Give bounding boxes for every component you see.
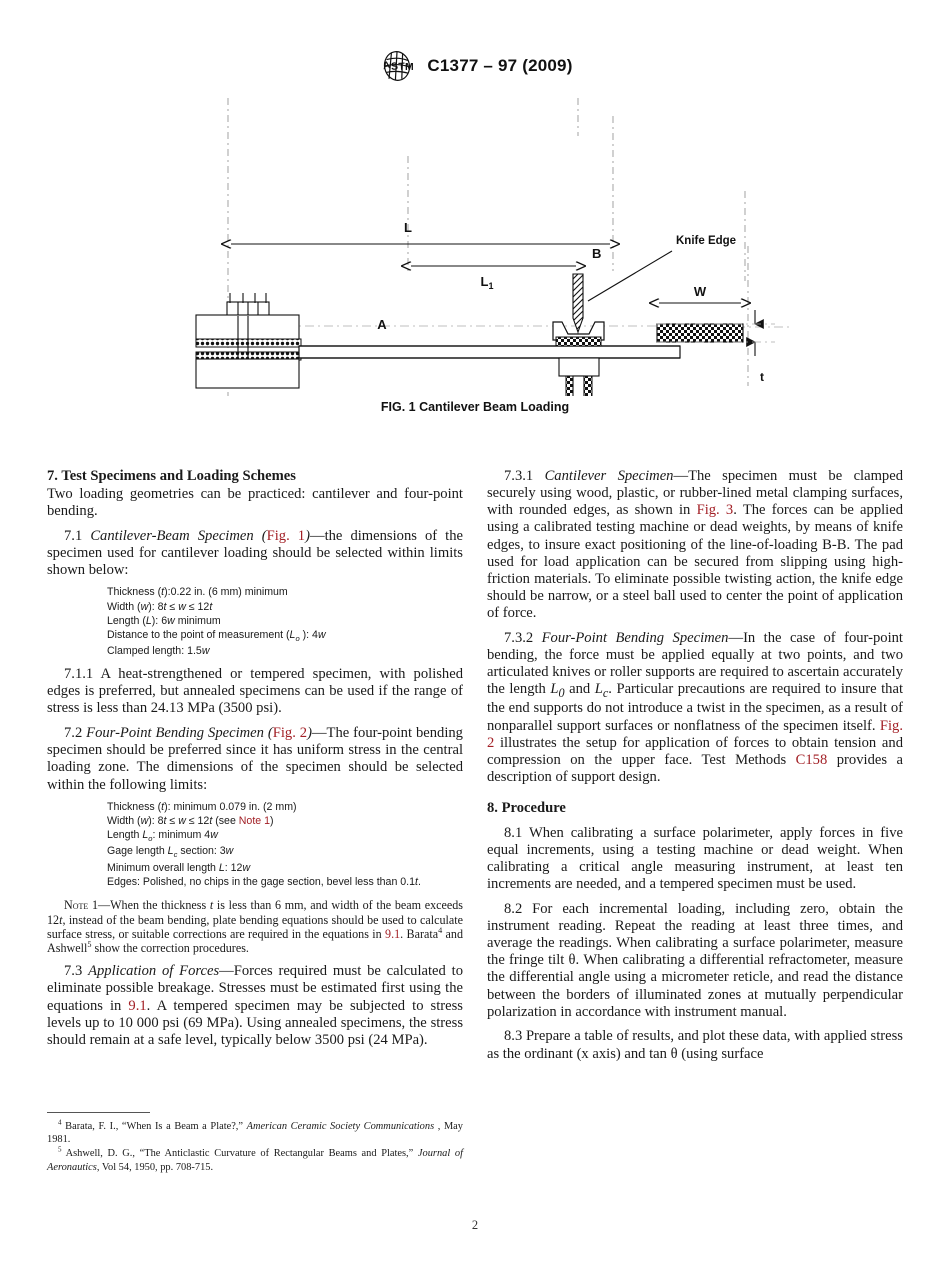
section-7-lead: Two loading geometries can be practiced: cantilever and four-point bending. (47, 486, 463, 520)
xref-c158[interactable]: C158 (795, 751, 828, 768)
para-title-7-2: Four-Point Bending Specimen (86, 725, 264, 742)
body-columns (47, 468, 903, 1208)
xref-fig-1[interactable]: Fig. 1 (266, 528, 306, 544)
para-number-7-3-1: 7.3.1 (504, 468, 534, 484)
xref-9-1-note[interactable]: 9.1 (385, 927, 401, 941)
figure-1-cantilever-beam-loading (0, 96, 950, 396)
paragraph-7-1-1: 7.1.1 A heat-strengthened or tempered specimen, with polished edges is preferred, but annealed specimens can be used if the range of stress is less than 24.13 MPa (3500 psi). (47, 666, 463, 717)
figure-label-A: A (377, 317, 387, 332)
paragraph-7-3-1: 7.3.1 Cantilever Specimen—The specimen must be clamped securely using wood, plastic, or rubber-lined metal clamping surfaces, with rounded edges, as shown in Fig. 3. The forces can be applied using a calibrated testing machine or dead weights, by means of knife edges, to insure exact positioning of the line-of-loading B-B. The pad used for load application can be secured from slipping using high-friction materials. To eliminate possible twisting action, the knife edge should be narrow, or a steel ball used to center the point of application of force. (487, 468, 904, 622)
para-title-7-3: Application of Forces (88, 963, 220, 980)
spec-item: Width (w): 8t ≤ w ≤ 12t (107, 600, 213, 613)
svg-text:T: T (398, 61, 406, 73)
left-column (47, 468, 463, 1049)
para-number-7-2: 7.2 (64, 725, 83, 742)
paragraph-7-3-2: 7.3.2 Four-Point Bending Specimen—In the case of four-point bending, the force must be applied equally at two points, and two articulated knives or roller supports are required to ascertain accurately the length $L_0$ and $L_c$. Particular precautions are required to insure that the end supports do not introduce a twist in the specimen, as a result of nonparallel support surfaces or nonflatness of the specimen itself. Fig. 2 illustrates the setup for application of forces to obtain tension and compression on the upper face. Test Methods C158 provides a description of support design. (487, 629, 904, 785)
xref-fig-3[interactable]: Fig. 3 (696, 502, 734, 519)
spec-item: Edges: Polished, no chips in the gage section, bevel less than 0.1t. (107, 875, 421, 888)
figure-label-B-top: B (592, 246, 602, 261)
spec-item: Length (L): 6w minimum (107, 614, 221, 627)
figure-label-L: L (404, 220, 412, 235)
spec-item: Length $L_o$: minimum 4w (107, 829, 218, 844)
paragraph-8-1: 8.1 When calibrating a surface polarimeter, apply forces in five equal increments, using a testing machine or dead weight. When calibrating a critical angle measuring instrument, at least ten increments are needed, and a tempered specimen must be used. (487, 824, 903, 893)
footnote-5: $^5$ Ashwell, D. G., “The Anticlastic Curvature of Rectangular Beams and Plates,” Journal of Aeronautics, Vol 54, 1950, pp. 708-715. (47, 1145, 463, 1173)
paragraph-7-3: 7.3 Application of Forces—Forces required must be calculated to eliminate possible breakage. Stresses must be estimated first using the equations in 9.1. A tempered specimen may be subjected to stress levels up to 10 000 psi (69 MPa). Using annealed specimens, the stress should remain at a safe level, typically below 3500 psi (24 MPa). (47, 963, 463, 1048)
paragraph-7-1: 7.1 Cantilever-Beam Specimen (Fig. 1)—the dimensions of the specimen used for cantilever loading should be selected within limits shown below: (47, 528, 464, 579)
section-8-heading: 8. Procedure (487, 800, 566, 817)
note-label: Note (64, 898, 89, 913)
page-header (0, 50, 950, 82)
svg-text:M: M (405, 62, 415, 73)
paragraph-8-3: 8.3 Prepare a table of results, and plot these data, with applied stress as the ordinant (x axis) and tan θ (using surface (487, 1028, 903, 1062)
figure-1-drawing (0, 96, 950, 396)
figure-label-t: t (760, 370, 764, 384)
figure-label-knife-edge: Knife Edge (676, 235, 737, 247)
para-body-7-1: —the dimensions of the specimen used for cantilever loading should be selected within limits shown below: (47, 528, 464, 579)
svg-text:A: A (382, 60, 392, 73)
figure-1-caption: FIG. 1 Cantilever Beam Loading (380, 400, 570, 414)
footnote-rule (47, 1112, 150, 1113)
footnotes (47, 1112, 463, 1174)
xref-fig-2[interactable]: Fig. 2 (272, 725, 308, 742)
spec-item: Width (w): 8t ≤ w ≤ 12t (see Note 1) (107, 814, 274, 827)
paragraph-7-2: 7.2 Four-Point Bending Specimen (Fig. 2)—The four-point bending specimen should be preferred since it has uniform stress in the central loading zone. The dimensions of the specimen should be selected within the following limits: (47, 725, 463, 793)
right-column (487, 468, 903, 1063)
para-number-7-3-2: 7.3.2 (504, 629, 534, 646)
spec-item: Thickness (t):0.22 in. (6 mm) minimum (107, 586, 288, 599)
document-title: C1377 – 97 (2009) (427, 56, 573, 75)
spec-item: Gage length $L_c$ section: 3w (107, 845, 234, 860)
xref-9-1[interactable]: 9.1 (128, 997, 147, 1014)
spec-list-four-point (107, 800, 463, 890)
footnote-4: $^4$ Barata, F. I., “When Is a Beam a Plate?,” American Ceramic Society Communications , May 1981. (47, 1118, 463, 1146)
figure-label-W: W (693, 284, 707, 299)
spec-item: Thickness (t): minimum 0.079 in. (2 mm) (107, 800, 297, 813)
para-title-7-3-1: Cantilever Specimen (544, 468, 674, 484)
astm-logo-icon (377, 50, 417, 82)
para-title-7-3-2: Four-Point Bending Specimen (541, 629, 729, 646)
para-number-7-3: 7.3 (64, 963, 83, 980)
spec-item: Clamped length: 1.5w (107, 645, 210, 658)
figure-label-L1: $L_1$ (480, 274, 494, 291)
spec-item: Distance to the point of measurement ($L_o$ ): 4w (107, 629, 326, 644)
para-title-7-1: Cantilever-Beam Specimen (90, 528, 254, 544)
paragraph-8-2: 8.2 For each incremental loading, including zero, obtain the instrument reading. Repeat the reading at least three times, and average the readings. When calibrating a surface polarimeter, measure the fringe tilt θ. When calibrating a differential refractometer, measure the differential angle using a micrometer reticle, and read the distance between the borders of illuminated zones at mutually perpendicular polarization in accordance with instrument manual. (487, 900, 903, 1020)
para-number-7-1: 7.1 (64, 528, 83, 544)
svg-text:S: S (390, 61, 400, 73)
xref-note-1[interactable]: Note 1 (238, 814, 270, 827)
spec-item: Minimum overall length L: 12w (107, 861, 251, 874)
xref-fig-2-right[interactable]: Fig. 2 (487, 717, 903, 751)
spec-list-cantilever (107, 585, 463, 658)
section-7-heading: 7. Test Specimens and Loading Schemes (47, 468, 296, 484)
para-body-7-2: —The four-point bending specimen should be preferred since it has uniform stress in the central loading zone. The dimensions of the specimen should be selected within the following limits: (47, 725, 463, 793)
note-1: Note 1—When the thickness t is less than 6 mm, and width of the beam exceeds 12t, instead of the beam bending, plate bending equations should be used to calculate surface stress, or suitable corrections are required in the equations in 9.1. Barata$^4$ and Ashwell$^5$ show the correction procedures. (47, 898, 463, 956)
page-number: 2 (471, 1218, 479, 1232)
